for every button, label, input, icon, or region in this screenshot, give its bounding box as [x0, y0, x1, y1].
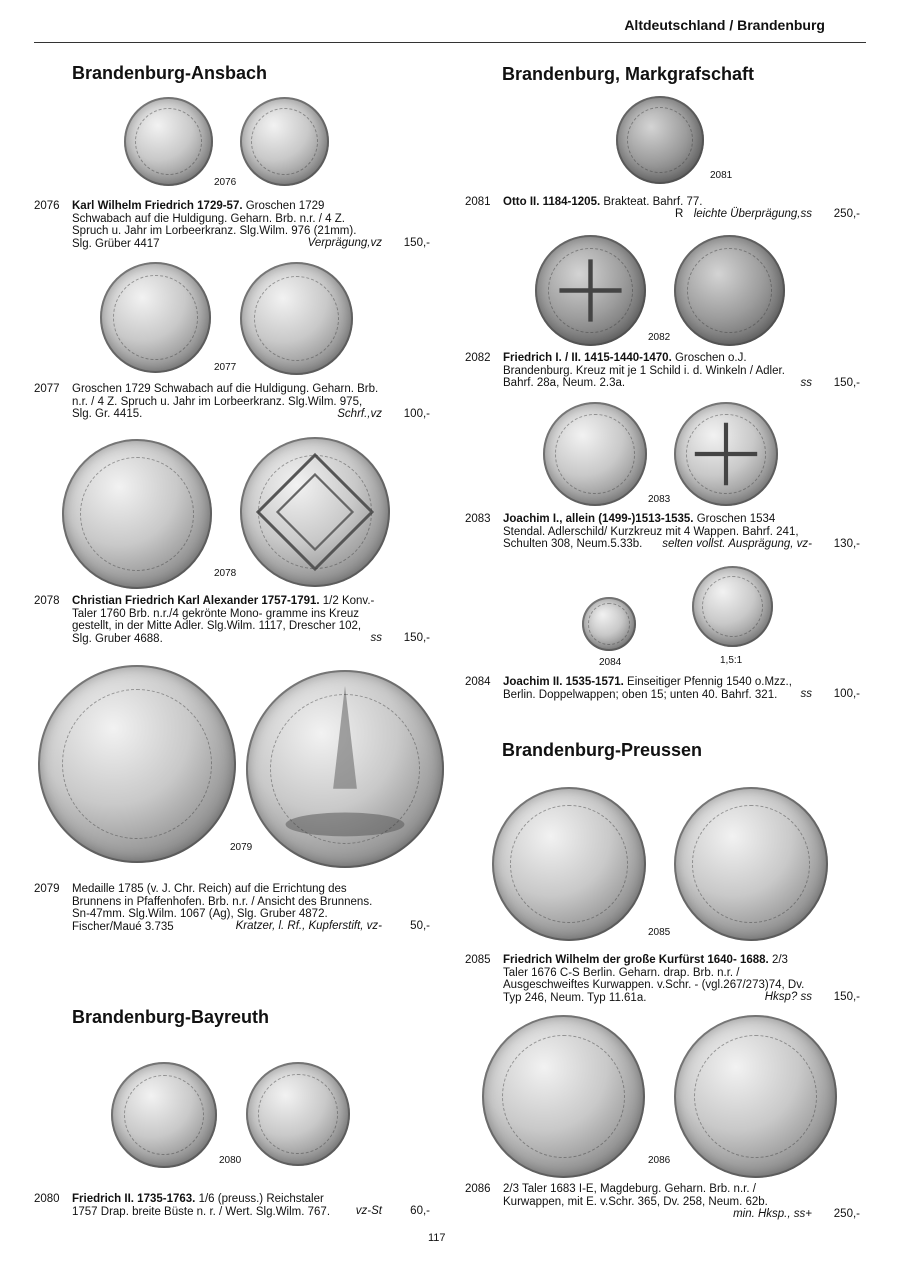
coin-2083-reverse: [674, 402, 778, 506]
lot-2085: [465, 954, 860, 1008]
coin-2078-reverse: [240, 437, 390, 587]
coin-2077-obverse: [100, 262, 211, 373]
header-title: Altdeutschland / Brandenburg: [624, 17, 825, 33]
lot-title: Christian Friedrich Karl Alexander 1757-1791.: [72, 595, 320, 607]
lot-number: 2079: [34, 883, 60, 895]
lot-grade: Hksp? ss: [764, 991, 812, 1003]
lot-title: Friedrich Wilhelm der große Kurfürst 1640- 1688.: [503, 954, 769, 966]
lot-2083: [465, 513, 860, 553]
lot-number: 2081: [465, 196, 491, 208]
image-number-2079: 2079: [230, 842, 253, 853]
coin-2081-bracteate: [616, 96, 704, 184]
lot-description: Groschen o.J. Brandenburg. Kreuz mit je 1 Schild i. d. Winkeln / Adler. Bahrf. 28a, Neum. 2.3a.: [503, 352, 785, 389]
image-number-2086: 2086: [648, 1155, 671, 1166]
lot-price: 100,-: [403, 408, 430, 420]
image-number-2077: 2077: [214, 362, 237, 373]
lot-title: Joachim II. 1535-1571.: [503, 676, 624, 688]
coin-2079-reverse: [246, 670, 444, 868]
lot-number: 2082: [465, 352, 491, 364]
coin-2084-actual: [582, 597, 636, 651]
lot-title: Otto II. 1184-1205.: [503, 196, 601, 208]
lot-grade: ss: [800, 377, 812, 389]
lot-2077: [34, 383, 430, 433]
section-title-bayreuth: Brandenburg-Bayreuth: [72, 1007, 270, 1027]
lot-price: 150,-: [833, 991, 860, 1003]
page-number: 117: [428, 1232, 446, 1244]
image-number-2078: 2078: [214, 568, 237, 579]
lot-2079: [34, 883, 430, 935]
lot-description: Brakteat. Bahrf. 77.: [600, 196, 703, 208]
diamond-cross-icon: [240, 437, 390, 587]
lot-number: 2076: [34, 200, 60, 212]
coin-2082-reverse: [674, 235, 785, 346]
image-number-2082: 2082: [648, 332, 671, 343]
lot-rarity: R: [675, 208, 684, 220]
section-title-markgrafschaft: Brandenburg, Markgrafschaft: [502, 64, 755, 84]
coin-2080-reverse: [246, 1062, 350, 1166]
lot-2084: [465, 676, 860, 706]
lot-description: 1/6 (preuss.) Reichstaler 1757 Drap. breite Büste n. r. / Wert. Slg.Wilm. 767.: [72, 1193, 331, 1218]
lot-price: 250,-: [833, 208, 860, 220]
coin-2085-reverse: [674, 787, 828, 941]
lot-price: 100,-: [833, 688, 860, 700]
lot-number: 2080: [34, 1193, 60, 1205]
lot-price: 130,-: [833, 538, 860, 550]
lot-grade: selten vollst. Ausprägung, vz-: [662, 538, 812, 550]
lot-description: 1/2 Konv.-Taler 1760 Brb. n.r./4 gekrönte Mono- gramme ins Kreuz gestellt, in der Mitte Adler. Slg.Wilm. 1117, Drescher 102, Slg. Gruber 4688.: [72, 595, 375, 645]
lot-description: Groschen 1729 Schwabach auf die Huldigung. Geharn. Brb. n.r. / 4 Z. Spruch u. Jahr im Lorbeerkranz. Slg.Wilm. 976 (21mm). Slg. Grüber 4417: [72, 200, 357, 250]
lot-grade: Verprägung,vz: [307, 237, 382, 249]
image-number-2085: 2085: [648, 927, 671, 938]
coin-2076-reverse: [240, 97, 329, 186]
image-number-2076: 2076: [214, 177, 237, 188]
lot-2082: [465, 352, 860, 392]
lot-description: Medaille 1785 (v. J. Chr. Reich) auf die Errichtung des Brunnens in Pfaffenhofen. Brb. n.r. / Ansicht des Brunnens. Sn-47mm. Slg.Wilm. 1067 (Ag), Slg. Gruber 4872. Fischer/Maué 3.735: [72, 883, 373, 933]
image-scale-2084: 1,5:1: [720, 655, 743, 666]
lot-number: 2085: [465, 954, 491, 966]
section-title-ansbach: Brandenburg-Ansbach: [72, 63, 268, 83]
lot-grade: leichte Überprägung,ss: [693, 208, 812, 220]
lot-title: Friedrich II. 1735-1763.: [72, 1193, 196, 1205]
lot-price: 150,-: [833, 377, 860, 389]
coin-2080-obverse: [111, 1062, 217, 1168]
lot-2078: [34, 595, 430, 645]
coin-2085-obverse: [492, 787, 646, 941]
lot-description: 2/3 Taler 1676 C-S Berlin. Geharn. drap. Brb. n.r. / Ausgeschweiftes Kurwappen. v.Schr. - (vgl.267/273)74, Dv. Typ 246, Neum. Typ 11.61a.: [503, 954, 805, 1004]
lot-number: 2077: [34, 383, 60, 395]
coin-2076-obverse: [124, 97, 213, 186]
lot-title: Karl Wilhelm Friedrich 1729-57.: [72, 200, 243, 212]
coin-2082-obverse: [535, 235, 646, 346]
lot-grade: ss: [370, 632, 382, 644]
lot-description: Einseitiger Pfennig 1540 o.Mzz., Berlin. Doppelwappen; oben 15; unten 40. Bahrf. 321.: [503, 676, 792, 701]
lot-price: 60,-: [410, 1205, 430, 1217]
cross-icon: [535, 235, 646, 346]
lot-title: Joachim I., allein (1499-)1513-1535.: [503, 513, 694, 525]
lot-number: 2083: [465, 513, 491, 525]
coin-2078-obverse: [62, 439, 212, 589]
lot-description: Groschen 1534 Stendal. Adlerschild/ Kurzkreuz mit 4 Wappen. Bahrf. 241, Schulten 308, Neum.5.33b.: [503, 513, 799, 550]
image-number-2081: 2081: [710, 170, 733, 181]
coin-2083-obverse: [543, 402, 647, 506]
image-number-2080: 2080: [219, 1155, 242, 1166]
coin-2086-reverse: [674, 1015, 837, 1178]
lot-grade: ss: [800, 688, 812, 700]
lot-grade: Kratzer, l. Rf., Kupferstift, vz-: [235, 920, 382, 932]
lot-2081: [465, 196, 860, 226]
image-number-2083: 2083: [648, 494, 671, 505]
lot-number: 2086: [465, 1183, 491, 1195]
lot-price: 50,-: [410, 920, 430, 932]
fountain-icon: [246, 670, 444, 868]
section-title-preussen: Brandenburg-Preussen: [502, 740, 703, 760]
lot-number: 2084: [465, 676, 491, 688]
coin-2086-obverse: [482, 1015, 645, 1178]
lot-title: Friedrich I. / II. 1415-1440-1470.: [503, 352, 672, 364]
lot-2076: [34, 200, 430, 250]
coin-2084-enlarged: [692, 566, 773, 647]
header-rule: [34, 42, 866, 43]
lot-2080: [34, 1193, 430, 1223]
lot-grade: Schrf.,vz: [337, 408, 382, 420]
lot-number: 2078: [34, 595, 60, 607]
lot-description: Groschen 1729 Schwabach auf die Huldigung. Geharn. Brb. n.r. / 4 Z. Spruch u. Jahr im Lorbeerkranz. Slg.Wilm. 975, Slg. Gr. 4415.: [72, 383, 379, 420]
coin-2077-reverse: [240, 262, 353, 375]
lot-grade: vz-St: [355, 1205, 382, 1217]
lot-2086: [465, 1183, 860, 1225]
lot-grade: min. Hksp., ss+: [733, 1208, 812, 1220]
cross-icon: [674, 402, 778, 506]
image-number-2084: 2084: [599, 657, 622, 668]
lot-price: 150,-: [403, 237, 430, 249]
lot-price: 150,-: [403, 632, 430, 644]
lot-price: 250,-: [833, 1208, 860, 1220]
coin-2079-obverse: [38, 665, 236, 863]
lot-description: 2/3 Taler 1683 I-E, Magdeburg. Geharn. Brb. n.r. / Kurwappen, mit E. v.Schr. 365, Dv. 258, Neum. 62b.: [503, 1183, 768, 1208]
